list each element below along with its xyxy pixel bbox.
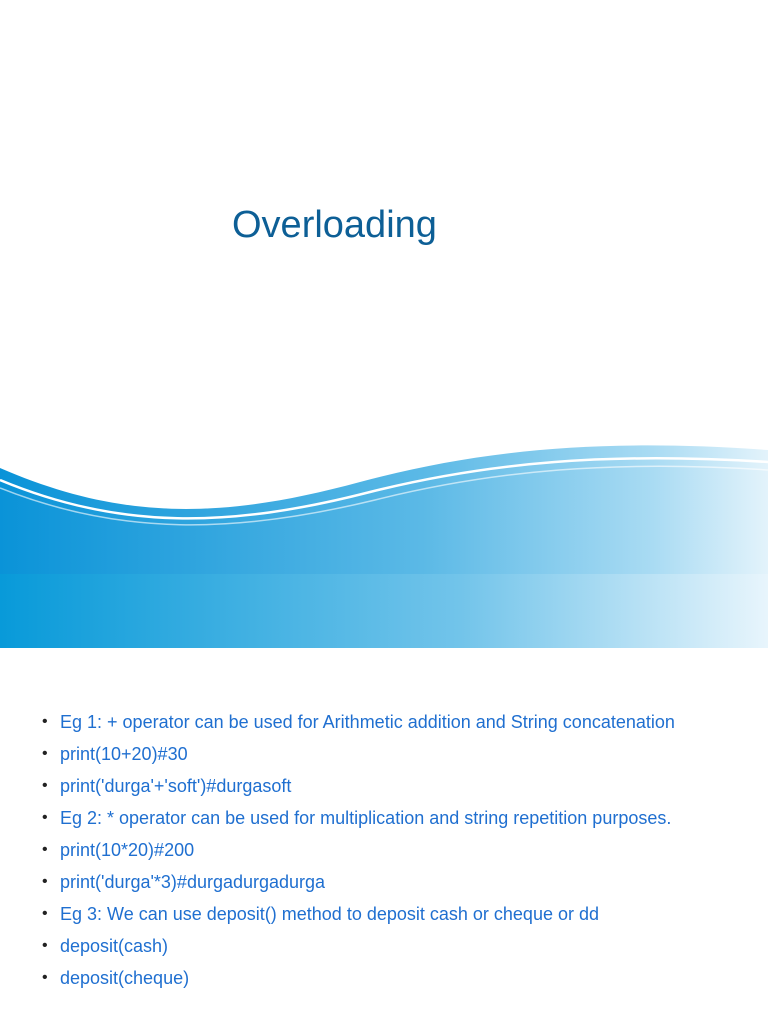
bullet-dot-icon: • xyxy=(42,777,48,794)
bullet-item xyxy=(40,838,740,862)
bullet-dot-icon: • xyxy=(42,905,48,922)
bullet-text: print('durga'+'soft')#durgasoft xyxy=(60,776,292,796)
bullet-text: print(10*20)#200 xyxy=(60,840,195,860)
slide-title: Overloading xyxy=(232,204,437,246)
bullet-item xyxy=(40,870,740,894)
bullet-text: Eg 3: We can use deposit() method to deposit cash or cheque or dd xyxy=(60,904,599,924)
content-slide xyxy=(0,648,768,1024)
bullet-item xyxy=(40,806,740,830)
bullet-item xyxy=(40,934,740,958)
bullet-item xyxy=(40,902,740,926)
bullet-item xyxy=(40,710,740,734)
bullet-list xyxy=(40,710,740,998)
bullet-text: deposit(cheque) xyxy=(60,968,190,988)
bullet-dot-icon: • xyxy=(42,841,48,858)
bullet-item xyxy=(40,742,740,766)
bullet-dot-icon: • xyxy=(42,745,48,762)
bullet-text: Eg 1: + operator can be used for Arithmetic addition and String concatenation xyxy=(60,712,675,732)
bullet-dot-icon: • xyxy=(42,969,48,986)
bullet-dot-icon: • xyxy=(42,937,48,954)
bullet-text: print(10+20)#30 xyxy=(60,744,188,764)
bullet-dot-icon: • xyxy=(42,809,48,826)
bullet-text: print('durga'*3)#durgadurgadurga xyxy=(60,872,326,892)
bullet-text: deposit(cash) xyxy=(60,936,169,956)
bullet-item xyxy=(40,966,740,990)
bullet-dot-icon: • xyxy=(42,873,48,890)
bullet-text: Eg 2: * operator can be used for multiplication and string repetition purposes. xyxy=(60,808,672,828)
bullet-item xyxy=(40,774,740,798)
bullet-dot-icon: • xyxy=(42,713,48,730)
